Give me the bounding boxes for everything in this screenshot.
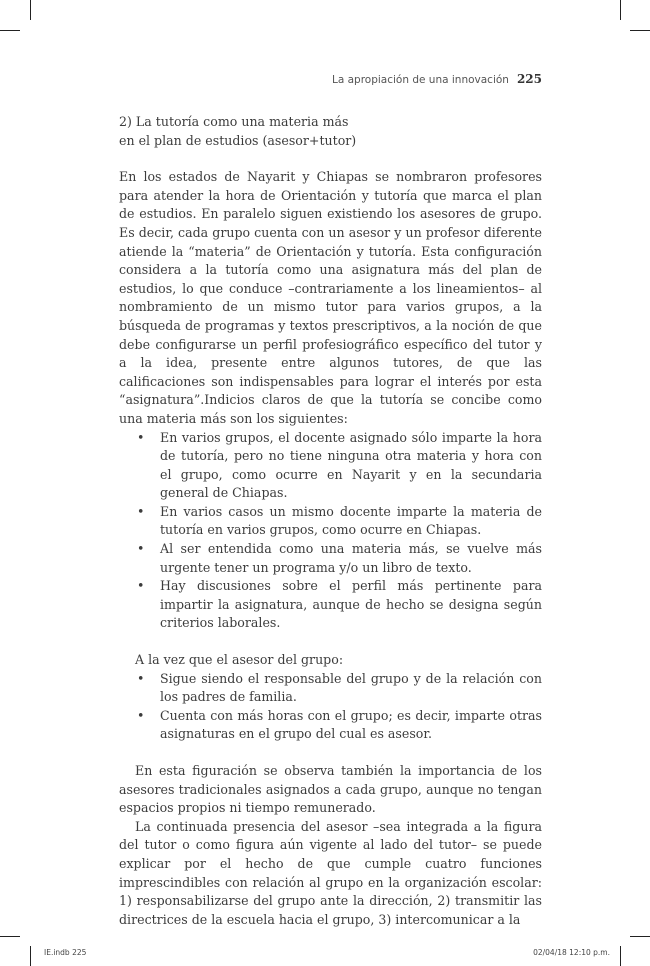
bullet-mark: • [137, 541, 145, 557]
list-item: • En varios grupos, el docente asignado sólo imparte la hora de tutoría, pero no tiene ninguna otra materia y hora con el grupo, como ocurre en Nayarit y en la secundaria general de Chiapas. [137, 429, 542, 501]
page-body [119, 113, 542, 929]
section-heading-line-1: 2) La tutoría como una materia más [119, 114, 349, 129]
crop-mark-top-left-horizontal [0, 30, 20, 31]
bullet-list-tutor [119, 429, 542, 634]
lead-asesor: A la vez que el asesor del grupo: [135, 652, 344, 668]
running-head [332, 72, 542, 86]
list-item: • En varios casos un mismo docente imparte la materia de tutoría en varios grupos, como ocurre en Chiapas. [137, 503, 542, 538]
bullet-mark: • [137, 578, 145, 594]
bullet-mark: • [137, 670, 145, 686]
bullet-mark: • [137, 503, 145, 519]
bullet-mark: • [137, 429, 145, 445]
footer-file-label: IE.indb 225 [44, 948, 87, 957]
list-item: • Sigue siendo el responsable del grupo y de la relación con los padres de familia. [137, 670, 542, 705]
running-title: La apropiación de una innovación [331, 74, 509, 86]
section-heading-line-2: en el plan de estudios (asesor+tutor) [119, 132, 357, 148]
list-item: • Cuenta con más horas con el grupo; es decir, imparte otras asignaturas en el grupo del cual es asesor. [137, 707, 542, 742]
section-heading [119, 113, 542, 150]
crop-mark-bottom-left-vertical [30, 946, 31, 966]
bullet-mark: • [137, 707, 145, 723]
crop-mark-top-right-vertical [620, 0, 621, 20]
paragraph-3: La continuada presencia del asesor –sea integrada a la figura del tutor o como figura aún vigente al lado del tutor– se puede explicar por el hecho de que cumple cuatro funciones imprescindibles con relación al grupo en la organización escolar: 1) responsabilizarse del grupo ante la dirección, 2) transmitir las directrices de la escuela hacia el grupo, 3) intercomunicar a la [119, 818, 542, 927]
crop-mark-bottom-right-horizontal [630, 936, 650, 937]
crop-mark-bottom-left-horizontal [0, 936, 20, 937]
crop-mark-bottom-right-vertical [620, 946, 621, 966]
paragraph-2: En esta figuración se observa también la importancia de los asesores tradicionales asignados a cada grupo, aunque no tengan espacios propios ni tiempo remunerado. [119, 763, 542, 816]
footer-timestamp: 02/04/18 12:10 p.m. [533, 948, 610, 957]
page-number: 225 [516, 72, 542, 86]
crop-mark-top-right-horizontal [630, 30, 650, 31]
paragraph-1: En los estados de Nayarit y Chiapas se nombraron profesores para atender la hora de Orientación y tutoría que marca el plan de estudios. En paralelo siguen existiendo los asesores de grupo. Es decir, cada grupo cuenta con un asesor y un profesor diferente atiende la “materia” de Orientación y tutoría. Esta configuración considera a la tutoría como una asignatura más del plan de estudios, lo que conduce –contrariamente a los lineamientos– al nombramiento de un mismo tutor para varios grupos, a la búsqueda de programas y textos prescriptivos, a la noción de que debe configurarse un perfil profesiográfico específico del tutor y a la idea, presente entre algunos tutores, de que las calificaciones son indispensables para lograr el interés por esta “asignatura”.Indicios claros de que la tutoría se concibe como una materia más son los siguientes: [119, 169, 542, 426]
list-item: • Hay discusiones sobre el perfil más pertinente para impartir la asignatura, aunque de hecho se designa según criterios laborales. [137, 578, 542, 631]
crop-mark-top-left-vertical [30, 0, 31, 20]
list-item: • Al ser entendida como una materia más, se vuelve más urgente tener un programa y/o un libro de texto. [137, 541, 542, 575]
bullet-list-asesor [119, 670, 542, 744]
